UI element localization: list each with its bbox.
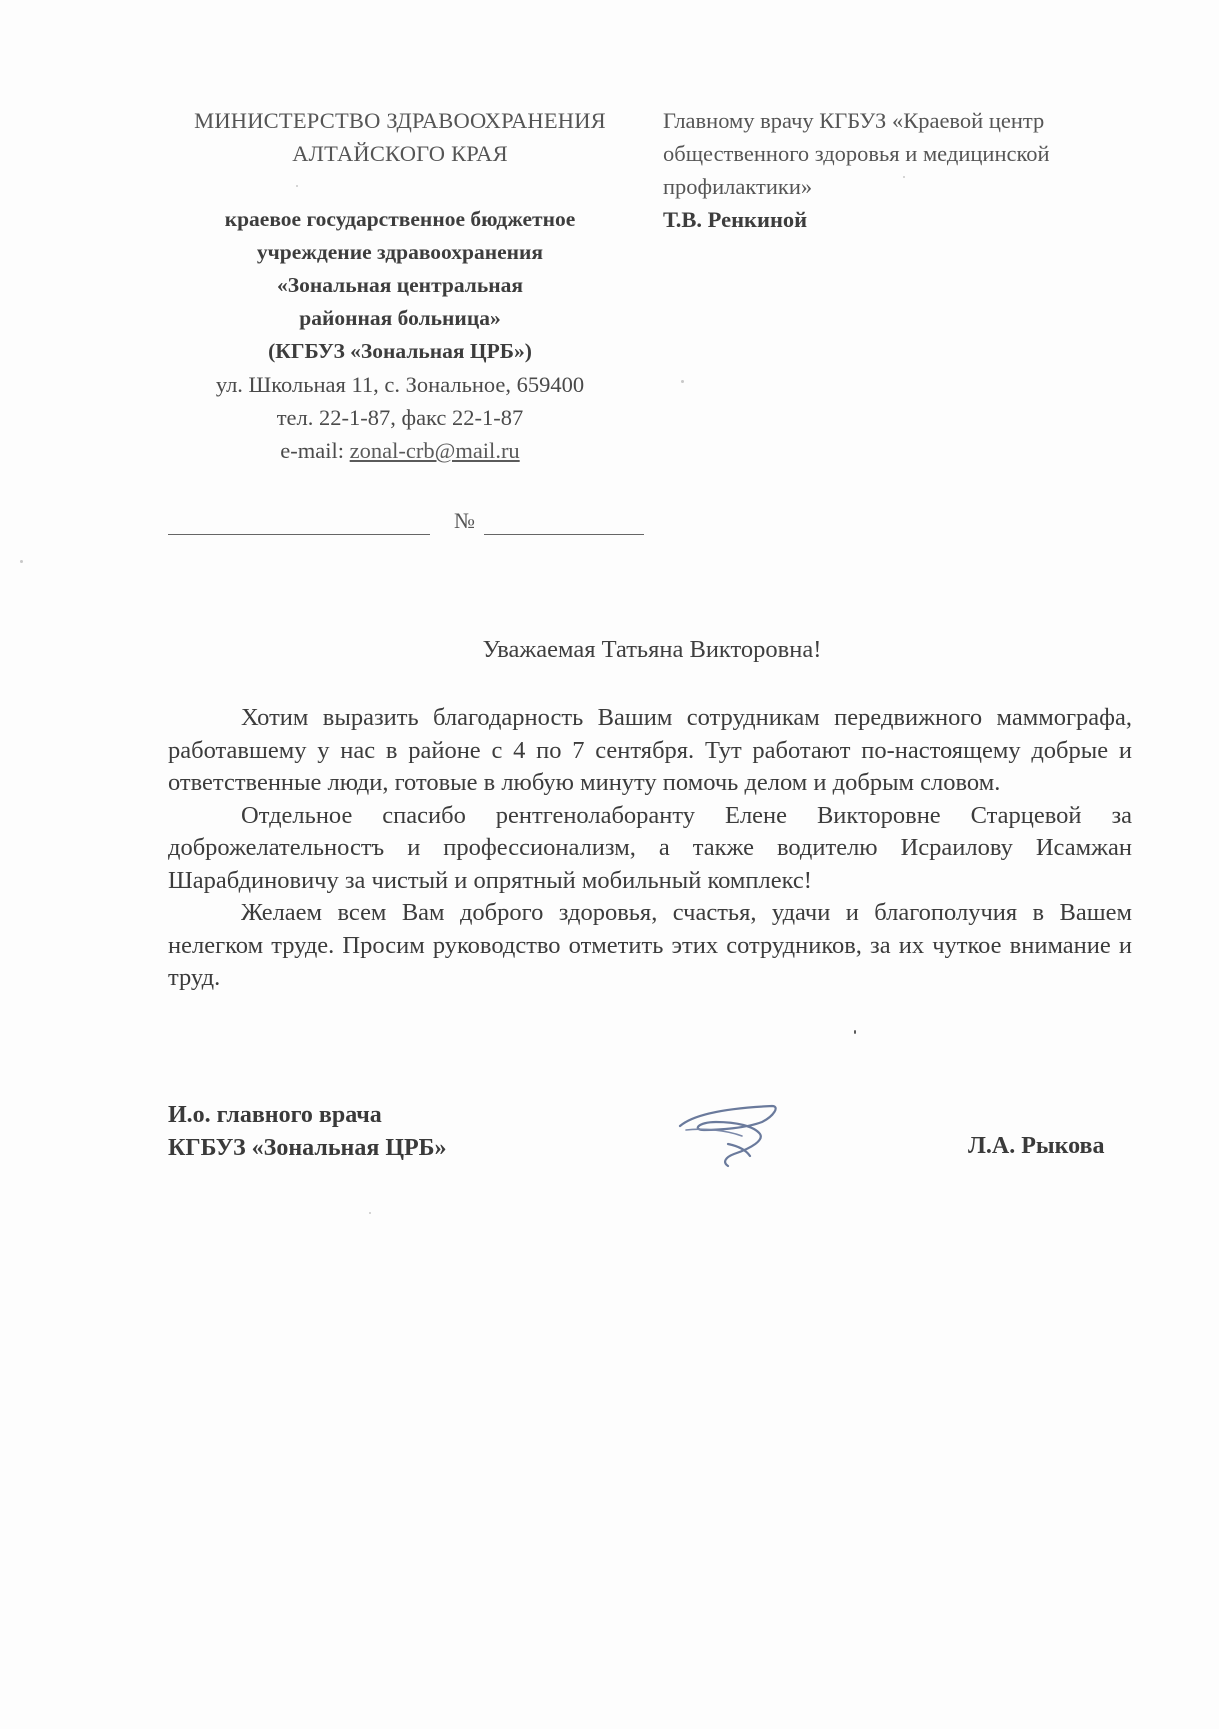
date-blank <box>168 534 430 535</box>
email-link[interactable]: zonal-crb@mail.ru <box>349 438 520 463</box>
email-line <box>165 434 635 467</box>
addressee <box>663 104 1123 236</box>
organization-line: районная больница» <box>299 306 501 330</box>
signatory-title-line: КГБУЗ «Зональная ЦРБ» <box>168 1135 447 1161</box>
email-label: e-mail: <box>280 438 350 463</box>
registration-line <box>168 508 644 538</box>
organization-name <box>165 203 635 368</box>
ministry-line: АЛТАЙСКОГО КРАЯ <box>292 141 508 166</box>
address: ул. Школьная 11, с. Зональное, 659400 <box>215 372 585 397</box>
phone-fax: тел. 22-1-87, факс 22-1-87 <box>276 405 524 430</box>
organization-line: краевое государственное бюджетное <box>224 207 576 231</box>
addressee-line: профилактики» <box>663 174 813 199</box>
handwritten-signature <box>676 1100 796 1180</box>
contacts <box>165 368 635 467</box>
letterhead <box>165 104 635 467</box>
body-paragraph: Отдельное спасибо рентгенолаборанту Елене Викторовне Старцевой за доброжелательностъ и профессионализм, а также водителю Исраилову Исамжан Шарабдиновичу за чистый и опрятный мобильный комплекс! <box>168 801 1132 894</box>
body-paragraph: Желаем всем Вам доброго здоровья, счастья, удачи и благополучия в Вашем нелегком труде. Просим руководство отметить этих сотрудников, за их чуткое внимание и труд. <box>168 899 1132 991</box>
signatory-title <box>168 1099 447 1165</box>
scan-speck <box>854 1030 856 1034</box>
ministry-line: МИНИСТЕРСТВО ЗДРАВООХРАНЕНИЯ <box>194 108 606 133</box>
ministry-name <box>165 104 635 170</box>
addressee-name: Т.В. Ренкиной <box>663 207 808 232</box>
signatory-title-line: И.о. главного врача <box>168 1102 382 1128</box>
number-sign: № <box>454 508 475 533</box>
organization-line: учреждение здравоохранения <box>256 240 544 264</box>
scan-speck <box>369 1212 371 1214</box>
scan-speck <box>681 380 684 383</box>
letter-body <box>168 702 1132 995</box>
number-blank <box>484 534 644 535</box>
scan-speck <box>20 560 23 563</box>
salutation: Уважаемая Татьяна Викторовна! <box>482 636 822 663</box>
signatory-name: Л.А. Рыкова <box>968 1133 1105 1159</box>
organization-line: «Зональная центральная <box>277 273 523 297</box>
organization-line: (КГБУЗ «Зональная ЦРБ») <box>268 339 532 363</box>
addressee-line: Главному врачу КГБУЗ «Краевой центр <box>663 108 1045 133</box>
body-paragraph: Хотим выразить благодарность Вашим сотрудникам передвижного маммографа, работавшему у нас в районе с 4 по 7 сентября. Тут работают по-настоящему добрые и ответственные люди, готовые в любую минуту помочь делом и добрым словом. <box>168 704 1132 796</box>
addressee-line: общественного здоровья и медицинской <box>663 141 1050 166</box>
